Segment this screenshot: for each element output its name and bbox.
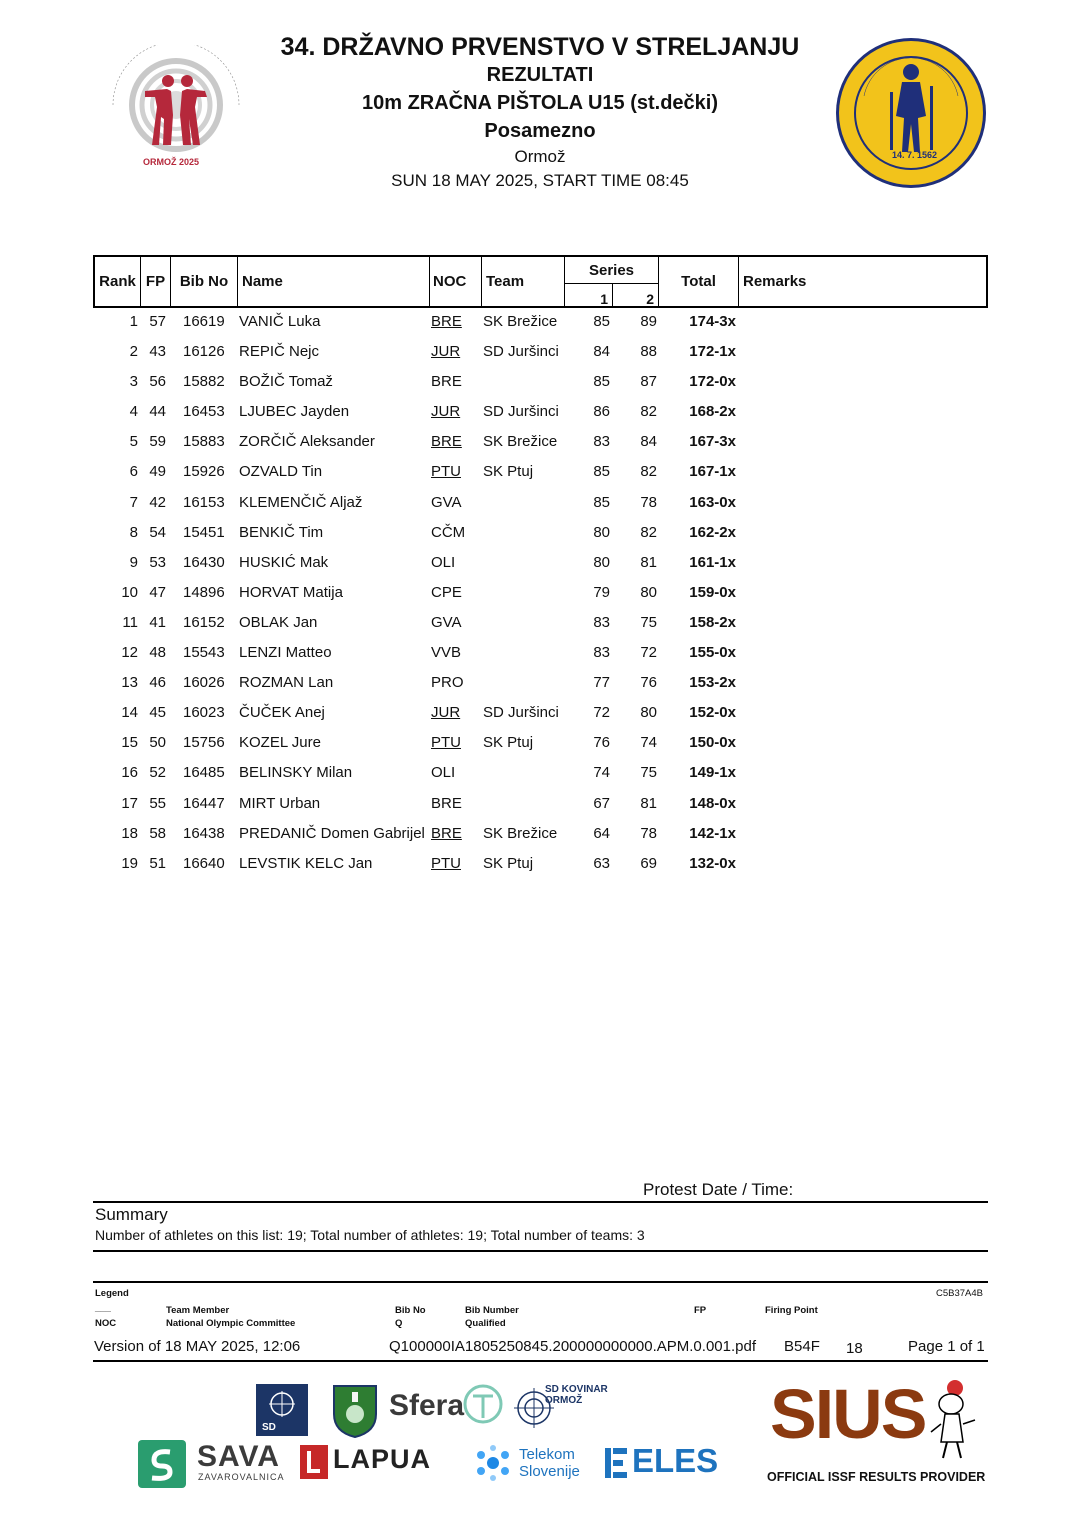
series-2-cell: 82 bbox=[640, 523, 657, 541]
series-2-cell: 69 bbox=[640, 854, 657, 872]
table-row bbox=[93, 761, 988, 791]
lapua-logo: LAPUA bbox=[333, 1444, 431, 1474]
name-cell: HORVAT Matija bbox=[239, 583, 343, 601]
series-2-cell: 82 bbox=[640, 403, 657, 421]
header-total: Total bbox=[659, 257, 739, 306]
table-row bbox=[93, 370, 988, 400]
legend-q-abbr: Q bbox=[395, 1318, 403, 1329]
name-cell: KOZEL Jure bbox=[239, 734, 321, 752]
noc-cell: BRE bbox=[431, 313, 462, 330]
table-row bbox=[93, 822, 988, 852]
fp-cell: 59 bbox=[149, 433, 166, 451]
total-cell: 167-1x bbox=[689, 463, 736, 481]
total-cell: 155-0x bbox=[689, 644, 736, 662]
table-row bbox=[93, 792, 988, 822]
name-cell: BENKIČ Tim bbox=[239, 523, 324, 541]
table-row bbox=[93, 611, 988, 641]
series-2-cell: 87 bbox=[640, 373, 657, 391]
bib-cell: 16126 bbox=[183, 343, 225, 361]
noc-cell: BRE bbox=[431, 373, 462, 391]
series-2-cell: 75 bbox=[640, 613, 657, 631]
divider bbox=[93, 1201, 988, 1203]
fp-cell: 54 bbox=[149, 523, 166, 541]
name-cell: ČUČEK Anej bbox=[239, 704, 325, 722]
fp-cell: 56 bbox=[149, 373, 166, 391]
sd-kovinar-label: SD KOVINAR ORMOŽ bbox=[545, 1384, 608, 1406]
series-2-cell: 84 bbox=[640, 433, 657, 451]
noc-cell: JUR bbox=[431, 403, 461, 421]
summary-text: Number of athletes on this list: 19; Total number of athletes: 19; Total number of teams: 3 bbox=[95, 1227, 645, 1243]
rank-cell: 4 bbox=[129, 403, 138, 421]
name-cell: HUSKIĆ Mak bbox=[239, 553, 329, 571]
team-cell: SD Juršinci bbox=[483, 403, 559, 421]
noc-cell: PTU bbox=[431, 854, 461, 872]
name-cell: BELINSKY Milan bbox=[239, 764, 353, 782]
fp-cell: 49 bbox=[149, 463, 166, 481]
legend-team-member-abbr: ___ bbox=[95, 1303, 111, 1314]
series-1-cell: 79 bbox=[593, 583, 610, 601]
fp-cell: 41 bbox=[149, 613, 166, 631]
logo-year-text: ORMOŽ 2025 bbox=[143, 157, 200, 167]
sava-sublabel: ZAVAROVALNICA bbox=[198, 1472, 285, 1482]
bib-cell: 16438 bbox=[183, 824, 225, 842]
bib-cell: 16619 bbox=[183, 313, 225, 330]
name-cell: BOŽIČ Tomaž bbox=[239, 373, 333, 391]
telekom-icon bbox=[473, 1443, 513, 1483]
noc-cell: GVA bbox=[431, 613, 462, 631]
header-series-2: 2 bbox=[646, 291, 654, 307]
rank-cell: 7 bbox=[129, 493, 138, 511]
legend-team-member: Team Member bbox=[166, 1305, 230, 1316]
telekom-logo: Telekom bbox=[519, 1446, 575, 1463]
total-cell: 132-0x bbox=[689, 854, 736, 872]
protest-label: Protest Date / Time: bbox=[643, 1180, 794, 1199]
rank-cell: 8 bbox=[129, 523, 138, 541]
footer-number: 18 bbox=[846, 1340, 863, 1357]
bib-cell: 15451 bbox=[183, 523, 225, 541]
noc-cell: JUR bbox=[431, 704, 461, 722]
noc-cell: BRE bbox=[431, 824, 462, 842]
series-2-cell: 80 bbox=[640, 583, 657, 601]
file-name: Q100000IA1805250845.200000000000.APM.0.001.pdf bbox=[389, 1338, 756, 1355]
series-2-cell: 80 bbox=[640, 704, 657, 722]
rank-cell: 12 bbox=[121, 644, 138, 662]
eles-logo: ELES bbox=[632, 1442, 719, 1479]
name-cell: ZORČIČ Aleksander bbox=[239, 433, 375, 451]
rank-cell: 3 bbox=[129, 373, 138, 391]
series-2-cell: 75 bbox=[640, 764, 657, 782]
event-name: 10m ZRAČNA PIŠTOLA U15 (st.dečki) bbox=[361, 92, 718, 114]
name-cell: PREDANIČ Domen Gabrijel bbox=[239, 824, 425, 842]
rank-cell: 14 bbox=[121, 704, 138, 722]
fp-cell: 43 bbox=[149, 343, 166, 361]
total-cell: 162-2x bbox=[689, 523, 736, 541]
series-2-cell: 89 bbox=[640, 313, 657, 330]
team-cell: SK Ptuj bbox=[483, 463, 534, 481]
fp-cell: 45 bbox=[149, 704, 166, 722]
noc-cell: JUR bbox=[431, 343, 461, 361]
fp-cell: 55 bbox=[149, 794, 166, 812]
event-datetime: SUN 18 MAY 2025, START TIME 08:45 bbox=[391, 171, 689, 190]
divider bbox=[93, 1360, 988, 1362]
series-2-cell: 76 bbox=[640, 674, 657, 692]
sava-logo: SAVA bbox=[197, 1440, 280, 1473]
divider bbox=[93, 1250, 988, 1252]
noc-cell: VVB bbox=[431, 644, 462, 662]
bib-cell: 14896 bbox=[183, 583, 225, 601]
series-1-cell: 85 bbox=[593, 463, 610, 481]
total-cell: 153-2x bbox=[689, 674, 736, 692]
sava-icon bbox=[138, 1440, 186, 1488]
event-type: Posamezno bbox=[484, 120, 596, 142]
header-series-1: 1 bbox=[565, 284, 613, 308]
total-cell: 161-1x bbox=[689, 553, 736, 571]
rank-cell: 11 bbox=[122, 613, 138, 631]
series-1-cell: 80 bbox=[593, 553, 610, 571]
noc-cell: PTU bbox=[431, 463, 461, 481]
series-2-cell: 74 bbox=[640, 734, 657, 752]
legend-q: Qualified bbox=[465, 1318, 506, 1329]
table-row bbox=[93, 641, 988, 671]
divider bbox=[93, 1281, 988, 1283]
bib-cell: 15543 bbox=[183, 644, 225, 662]
fp-cell: 44 bbox=[149, 403, 166, 421]
fp-cell: 58 bbox=[149, 824, 166, 842]
team-cell: SK Brežice bbox=[483, 433, 558, 451]
series-1-cell: 67 bbox=[593, 794, 610, 812]
rank-cell: 10 bbox=[121, 583, 138, 601]
series-1-cell: 74 bbox=[593, 764, 610, 782]
table-row bbox=[93, 400, 988, 430]
series-1-cell: 64 bbox=[593, 824, 610, 842]
table-row bbox=[93, 581, 988, 611]
team-cell: SD Juršinci bbox=[483, 343, 559, 361]
fp-cell: 47 bbox=[149, 583, 166, 601]
bib-cell: 16152 bbox=[183, 613, 225, 631]
bib-cell: 15756 bbox=[183, 734, 225, 752]
total-cell: 167-3x bbox=[689, 433, 736, 451]
legend-code: C5B37A4B bbox=[936, 1288, 984, 1299]
eles-icon bbox=[605, 1448, 627, 1478]
rank-cell: 17 bbox=[121, 794, 138, 812]
results-table-header bbox=[93, 255, 988, 308]
name-cell: OZVALD Tin bbox=[239, 463, 323, 481]
total-cell: 149-1x bbox=[689, 764, 736, 782]
table-row bbox=[93, 551, 988, 581]
bib-cell: 16485 bbox=[183, 764, 225, 782]
sius-wordmark: SIUS bbox=[770, 1375, 926, 1453]
fp-cell: 52 bbox=[149, 764, 166, 782]
legend-noc: National Olympic Committee bbox=[166, 1318, 296, 1329]
table-row bbox=[93, 671, 988, 701]
total-cell: 152-0x bbox=[689, 704, 736, 722]
rank-cell: 13 bbox=[121, 674, 138, 692]
footer-code: B54F bbox=[784, 1338, 820, 1355]
table-row bbox=[93, 852, 988, 882]
fp-cell: 46 bbox=[149, 674, 166, 692]
noc-cell: OLI bbox=[431, 553, 456, 571]
bib-cell: 16447 bbox=[183, 794, 225, 812]
rank-cell: 5 bbox=[129, 433, 138, 451]
series-2-cell: 81 bbox=[640, 794, 657, 812]
series-2-cell: 72 bbox=[640, 644, 657, 662]
header-noc: NOC bbox=[430, 257, 482, 306]
telekom-sublabel: Slovenije bbox=[519, 1463, 580, 1480]
total-cell: 174-3x bbox=[689, 313, 736, 330]
page-number: Page 1 of 1 bbox=[908, 1338, 985, 1355]
header-name: Name bbox=[238, 257, 430, 306]
bib-cell: 15883 bbox=[183, 433, 225, 451]
series-2-cell: 88 bbox=[640, 343, 657, 361]
name-cell: LEVSTIK KELC Jan bbox=[239, 854, 373, 872]
name-cell: VANIČ Luka bbox=[239, 313, 321, 330]
noc-cell: BRE bbox=[431, 433, 462, 451]
series-1-cell: 84 bbox=[593, 343, 610, 361]
series-1-cell: 83 bbox=[593, 644, 610, 662]
noc-cell: PRO bbox=[431, 674, 464, 692]
seal-date: 14. 7. 1562 bbox=[892, 150, 938, 160]
fp-cell: 57 bbox=[149, 313, 166, 330]
table-row bbox=[93, 460, 988, 490]
team-cell: SK Ptuj bbox=[483, 734, 534, 752]
name-cell: LJUBEC Jayden bbox=[239, 403, 350, 421]
table-row bbox=[93, 491, 988, 521]
sd-kovinar-logo bbox=[256, 1384, 308, 1436]
name-cell: LENZI Matteo bbox=[239, 644, 332, 662]
legend-title: Legend bbox=[95, 1288, 129, 1299]
team-cell: SD Juršinci bbox=[483, 704, 559, 722]
bib-cell: 16430 bbox=[183, 553, 225, 571]
name-cell: KLEMENČIČ Aljaž bbox=[239, 493, 363, 511]
version-text: Version of 18 MAY 2025, 12:06 bbox=[94, 1338, 301, 1355]
table-row bbox=[93, 340, 988, 370]
table-row bbox=[93, 310, 988, 340]
total-cell: 148-0x bbox=[689, 794, 736, 812]
bib-cell: 16026 bbox=[183, 674, 225, 692]
name-cell: MIRT Urban bbox=[239, 794, 321, 812]
rank-cell: 18 bbox=[121, 824, 138, 842]
noc-cell: CČM bbox=[431, 523, 466, 541]
rank-cell: 19 bbox=[121, 854, 138, 872]
bib-cell: 16640 bbox=[183, 854, 225, 872]
fp-cell: 53 bbox=[149, 553, 166, 571]
name-cell: OBLAK Jan bbox=[239, 613, 318, 631]
series-1-cell: 83 bbox=[593, 433, 610, 451]
header-series-group bbox=[565, 257, 659, 306]
rank-cell: 2 bbox=[129, 343, 138, 361]
total-cell: 172-0x bbox=[689, 373, 736, 391]
team-cell: SK Ptuj bbox=[483, 854, 534, 872]
team-cell: SK Brežice bbox=[483, 824, 558, 842]
fp-cell: 48 bbox=[149, 644, 166, 662]
header-series: Series bbox=[565, 257, 658, 284]
table-row bbox=[93, 521, 988, 551]
total-cell: 163-0x bbox=[689, 493, 736, 511]
total-cell: 150-0x bbox=[689, 734, 736, 752]
event-location: Ormož bbox=[514, 147, 566, 166]
bib-cell: 16153 bbox=[183, 493, 225, 511]
series-1-cell: 85 bbox=[593, 373, 610, 391]
ormoz-coat-of-arms-icon bbox=[332, 1384, 378, 1438]
series-2-cell: 81 bbox=[640, 553, 657, 571]
noc-cell: OLI bbox=[431, 764, 456, 782]
legend-fp-abbr: FP bbox=[694, 1305, 707, 1316]
table-row bbox=[93, 430, 988, 460]
document-header bbox=[200, 32, 880, 193]
bib-cell: 15926 bbox=[183, 463, 225, 481]
sius-tagline: OFFICIAL ISSF RESULTS PROVIDER bbox=[767, 1470, 986, 1484]
table-row bbox=[93, 701, 988, 731]
team-cell: SK Brežice bbox=[483, 313, 558, 330]
rank-cell: 1 bbox=[129, 313, 138, 330]
results-label: REZULTATI bbox=[486, 64, 594, 86]
series-2-cell: 78 bbox=[640, 824, 657, 842]
rank-cell: 16 bbox=[121, 764, 138, 782]
shooting-union-seal bbox=[834, 36, 988, 190]
total-cell: 142-1x bbox=[689, 824, 736, 842]
series-1-cell: 85 bbox=[593, 313, 610, 330]
total-cell: 172-1x bbox=[689, 343, 736, 361]
header-team: Team bbox=[482, 257, 565, 306]
name-cell: ROZMAN Lan bbox=[239, 674, 334, 692]
legend-noc-abbr: NOC bbox=[95, 1318, 117, 1329]
svg-text:SD: SD bbox=[262, 1422, 276, 1433]
table-row bbox=[93, 731, 988, 761]
total-cell: 159-0x bbox=[689, 583, 736, 601]
lapua-icon bbox=[300, 1445, 328, 1479]
legend-fp: Firing Point bbox=[765, 1305, 818, 1316]
noc-cell: PTU bbox=[431, 734, 461, 752]
legend-bib-abbr: Bib No bbox=[395, 1305, 426, 1316]
page-title: 34. DRŽAVNO PRVENSTVO V STRELJANJU bbox=[280, 33, 800, 61]
rank-cell: 6 bbox=[129, 463, 138, 481]
series-1-cell: 80 bbox=[593, 523, 610, 541]
fp-cell: 50 bbox=[149, 734, 166, 752]
header-bib: Bib No bbox=[171, 257, 238, 306]
fp-cell: 51 bbox=[149, 854, 166, 872]
rank-cell: 9 bbox=[129, 553, 138, 571]
header-fp: FP bbox=[141, 257, 171, 306]
series-1-cell: 77 bbox=[593, 674, 610, 692]
fp-cell: 42 bbox=[149, 493, 166, 511]
legend-bib: Bib Number bbox=[465, 1305, 519, 1316]
series-1-cell: 72 bbox=[593, 704, 610, 722]
series-1-cell: 83 bbox=[593, 613, 610, 631]
name-cell: REPIČ Nejc bbox=[239, 343, 320, 361]
noc-cell: GVA bbox=[431, 493, 462, 511]
total-cell: 158-2x bbox=[689, 613, 736, 631]
series-1-cell: 63 bbox=[593, 854, 610, 872]
bib-cell: 15882 bbox=[183, 373, 225, 391]
series-1-cell: 85 bbox=[593, 493, 610, 511]
total-cell: 168-2x bbox=[689, 403, 736, 421]
sfera-logo: Sfera bbox=[389, 1389, 465, 1422]
series-2-cell: 82 bbox=[640, 463, 657, 481]
rank-cell: 15 bbox=[121, 734, 138, 752]
sfera-globe-icon bbox=[463, 1384, 503, 1424]
noc-cell: CPE bbox=[431, 583, 462, 601]
results-table-body bbox=[93, 310, 988, 882]
series-2-cell: 78 bbox=[640, 493, 657, 511]
bib-cell: 16453 bbox=[183, 403, 225, 421]
series-1-cell: 76 bbox=[593, 734, 610, 752]
bib-cell: 16023 bbox=[183, 704, 225, 722]
sius-logo bbox=[770, 1376, 985, 1464]
summary-title: Summary bbox=[95, 1205, 168, 1224]
series-1-cell: 86 bbox=[593, 403, 610, 421]
header-rank: Rank bbox=[95, 257, 141, 306]
header-remarks: Remarks bbox=[743, 273, 807, 290]
noc-cell: BRE bbox=[431, 794, 462, 812]
